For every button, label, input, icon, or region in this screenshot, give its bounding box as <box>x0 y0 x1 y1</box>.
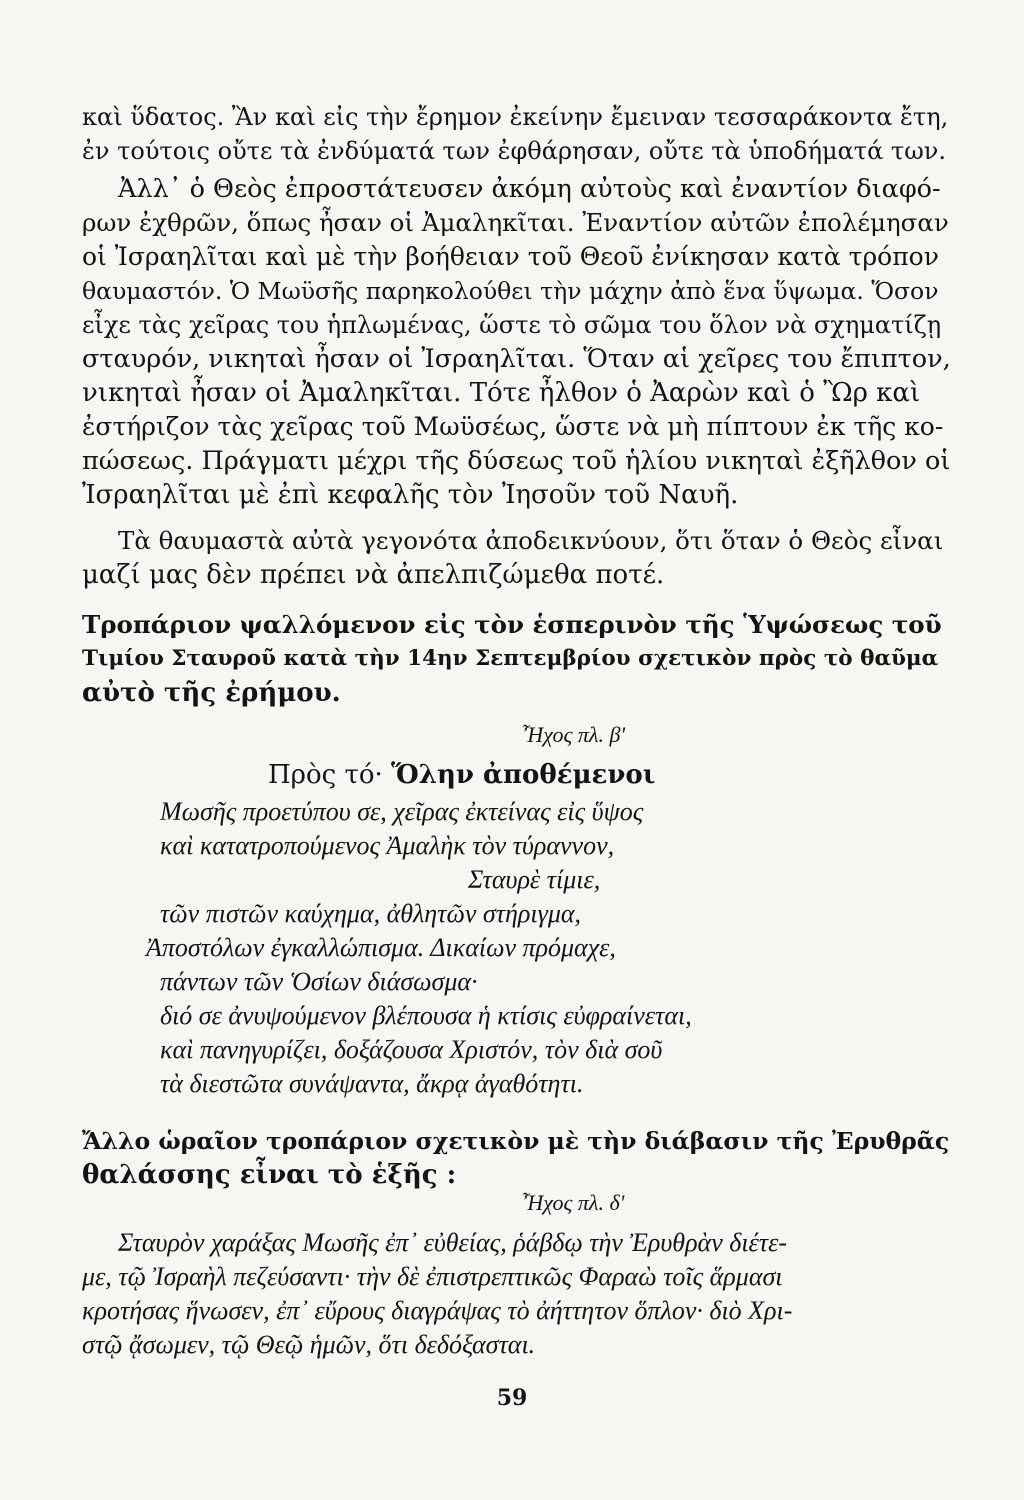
hymn-line: Ἀποστόλων ἐγκαλλώπισμα. Δικαίων πρόμαχε, <box>146 933 616 962</box>
text-line: σταυρόν, νικηταὶ ἦσαν οἱ Ἰσραηλῖται. Ὅταν αἱ χεῖρες του ἔπιπτον, <box>82 344 951 374</box>
text-line: καὶ ὕδατος. Ἂν καὶ εἰς τὴν ἔρημον ἐκείνην ἔμειναν τεσσαράκοντα ἔτη, <box>82 103 949 131</box>
hymn-line: στῷ ᾄσωμεν, τῷ Θεῷ ἡμῶν, ὅτι δεδόξασται. <box>82 1330 536 1359</box>
hymn-line: Σταυρὸν χαράξας Μωσῆς ἐπ᾽ εὐθείας, ῥάβδῳ τὴν Ἐρυθρὰν διέτε- <box>118 1228 788 1257</box>
hymn1-tone-block <box>82 718 952 752</box>
hymn2-tone-block <box>82 1186 952 1220</box>
text-line: ρων ἐχθρῶν, ὅπως ἦσαν οἱ Ἀμαληκῖται. Ἐναντίον αὐτῶν ἐπολέμησαν <box>82 208 949 237</box>
text-line: ἐν τούτοις οὔτε τὰ ἐνδύματά των ἐφθάρησαν, οὔτε τὰ ὑποδήματά των. <box>82 137 946 165</box>
heading-line: Τιμίου Σταυροῦ κατὰ τὴν 14ην Σεπτεμβρίου σχετικὸν πρὸς τὸ θαῦμα <box>82 646 939 671</box>
hymn-line: τὰ διεστῶτα συνάψαντα, ἄκρᾳ ἀγαθότητι. <box>160 1069 584 1098</box>
text-line: οἱ Ἰσραηλῖται καὶ μὲ τὴν βοήθειαν τοῦ Θεοῦ ἐνίκησαν κατὰ τρόπον <box>82 242 939 271</box>
page-number: 59 <box>496 1385 528 1411</box>
text-line: εἶχε τὰς χεῖρας του ἡπλωμένας, ὥστε τὸ σῶμα του ὅλον νὰ σχηματίζῃ <box>82 311 942 339</box>
hymn1-melody-line <box>82 758 952 792</box>
text-line: Τὰ θαυμαστὰ αὐτὰ γεγονότα ἀποδεικνύουν, ὅτι ὅταν ὁ Θεὸς εἶναι <box>118 526 944 555</box>
heading-troparion-1 <box>82 608 952 710</box>
hymn-line: καὶ κατατροπούμενος Ἀμαλὴκ τὸν τύραννον, <box>160 831 615 860</box>
paragraph-opening <box>82 100 952 168</box>
text-line: νικηταὶ ἦσαν οἱ Ἀμαληκῖται. Τότε ἦλθον ὁ Ἀαρὼν καὶ ὁ Ὢρ καὶ <box>82 378 921 408</box>
text-line: θαυμαστόν. Ὁ Μωϋσῆς παρηκολούθει τὴν μάχην ἀπὸ ἕνα ὕψωμα. Ὅσον <box>82 277 939 305</box>
hymn2-text <box>82 1226 952 1362</box>
paragraph-conclusion <box>82 524 952 592</box>
text-line: ἐστήριζον τὰς χεῖρας τοῦ Μωϋσέως, ὥστε νὰ μὴ πίπτουν ἐκ τῆς κο- <box>82 412 944 441</box>
hymn2-tone: Ἦχος πλ. δ' <box>522 1190 625 1215</box>
text-line: μαζί μας δὲν πρέπει νὰ ἀπελπιζώμεθα ποτέ. <box>82 560 665 590</box>
text-line: πώσεως. Πράγματι μέχρι τῆς δύσεως τοῦ ἡλίου νικηταὶ ἐξῆλθον οἱ <box>82 446 951 476</box>
hymn-line: καὶ πανηγυρίζει, δοξάζουσα Χριστόν, τὸν διὰ σοῦ <box>160 1035 663 1064</box>
hymn-line: διό σε ἀνυψούμενον βλέπουσα ἡ κτίσις εὐφραίνεται, <box>160 1001 692 1030</box>
text-line: Ἰσραηλῖται μὲ ἐπὶ κεφαλῆς τὸν Ἰησοῦν τοῦ Ναυῆ. <box>82 480 739 510</box>
hymn1-tone: Ἦχος πλ. β' <box>522 722 626 747</box>
heading-line: Ἄλλο ὡραῖον τροπάριον σχετικὸν μὲ τὴν διάβασιν τῆς Ἐρυθρᾶς <box>82 1127 950 1155</box>
heading-line: αὐτὸ τῆς ἐρήμου. <box>82 678 341 708</box>
hymn-line: Μωσῆς προετύπου σε, χεῖρας ἐκτείνας εἰς ὕψος <box>160 797 644 826</box>
hymn1-melody-prefix: Πρὸς τό· <box>268 760 383 790</box>
hymn1-melody-block <box>82 758 952 792</box>
hymn1-melody: Ὅλην ἀποθέμενοι <box>391 760 656 790</box>
hymn-line: κροτήσας ἥνωσεν, ἐπ᾽ εὔρους διαγράψας τὸ ἀήττητον ὅπλον· διὸ Χρι- <box>82 1296 793 1325</box>
heading-line: θαλάσσης εἶναι τὸ ἑξῆς : <box>82 1160 457 1190</box>
hymn-line: Σταυρὲ τίμιε, <box>468 865 601 894</box>
heading-line: Τροπάριον ψαλλόμενον εἰς τὸν ἑσπερινὸν τῆς Ὑψώσεως τοῦ <box>82 610 942 639</box>
hymn1-text <box>82 795 952 1101</box>
hymn-line: με, τῷ Ἰσραὴλ πεζεύσαντι· τὴν δὲ ἐπιστρεπτικῶς Φαραὼ τοῖς ἅρμασι <box>82 1262 783 1291</box>
paragraph-amalekites <box>82 172 952 512</box>
hymn-line: τῶν πιστῶν καύχημα, ἀθλητῶν στήριγμα, <box>160 899 582 928</box>
text-line: Ἀλλ᾽ ὁ Θεὸς ἐπροστάτευσεν ἀκόμη αὐτοὺς καὶ ἐναντίον διαφό- <box>118 174 941 204</box>
hymn-line: πάντων τῶν Ὁσίων διάσωσμα· <box>160 967 478 996</box>
heading-troparion-2 <box>82 1124 952 1192</box>
